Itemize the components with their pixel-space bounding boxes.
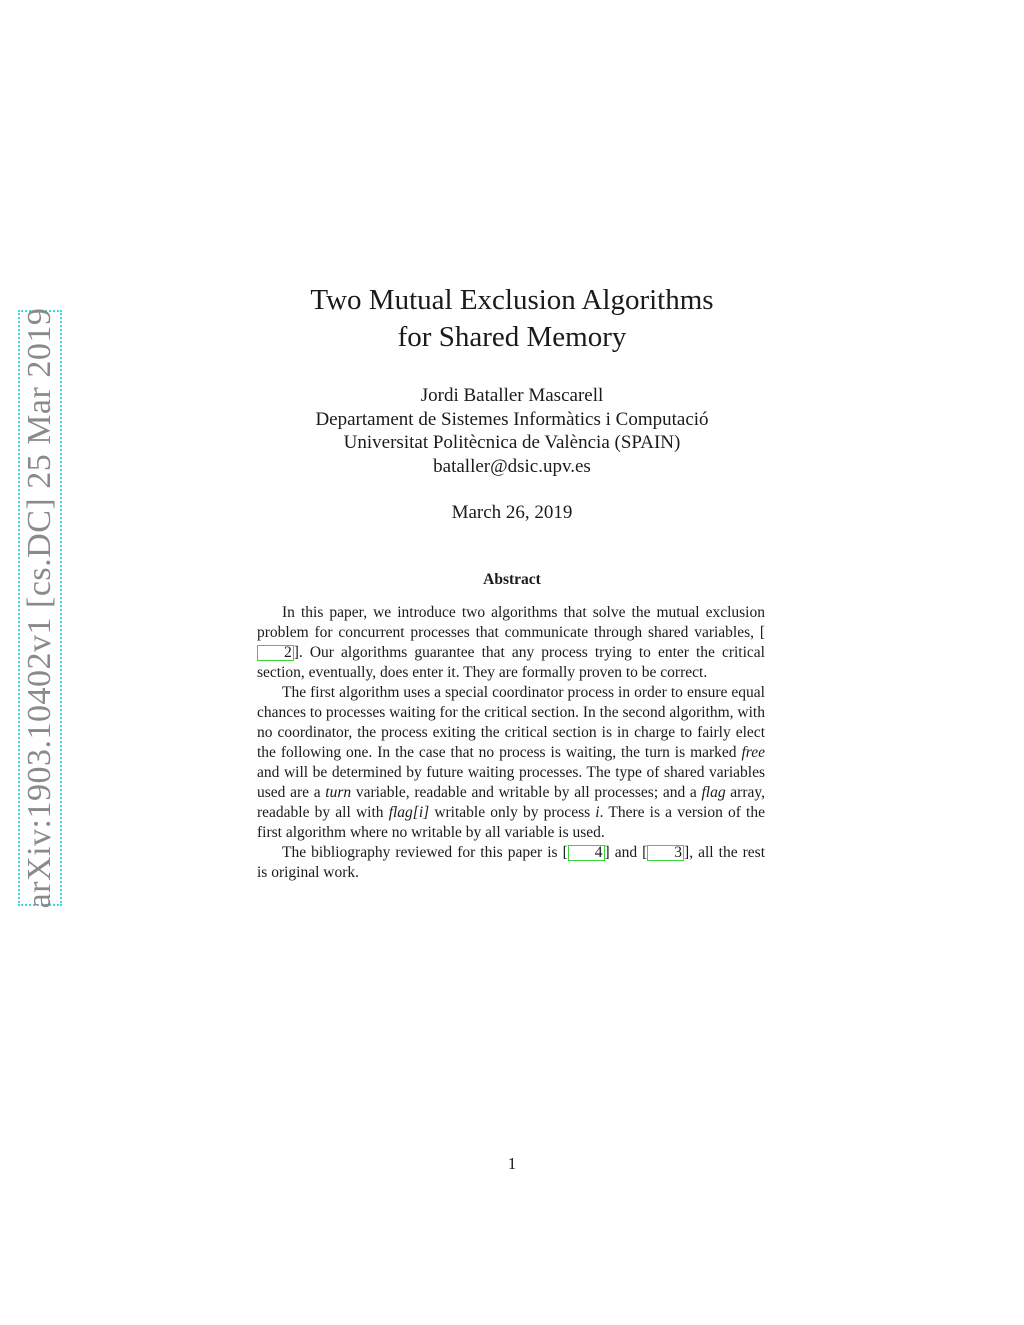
author-name: Jordi Bataller Mascarell <box>420 385 604 406</box>
abstract-heading: Abstract <box>483 571 541 588</box>
citation-link-4[interactable]: 4 <box>568 845 605 861</box>
term-free: free <box>741 744 765 761</box>
title-line-2: for Shared Memory <box>397 321 627 353</box>
abstract-body <box>257 603 765 883</box>
term-i: i <box>595 804 600 821</box>
citation-link-3[interactable]: 3 <box>647 845 684 861</box>
term-turn: turn <box>325 784 352 801</box>
abstract-paragraph-2: The first algorithm uses a special coordinator process in order to ensure equal chances to processes waiting for the critical section. In the second algorithm, with no coordinator, the process exiting the critical section is in charge to fairly elect the following one. In the case that no process is waiting, the turn is marked free and will be determined by future waiting processes. The type of shared variables used are a turn variable, readable and writable by all processes; and a flag array, readable by all with flag[i] writable only by process i. There is a version of the first algorithm where no writable by all variable is used. <box>257 684 765 841</box>
author-department: Departament de Sistemes Informàtics i Computació <box>315 408 709 430</box>
term-flag: flag <box>701 784 726 801</box>
arxiv-identifier[interactable]: arXiv:1903.10402v1 [cs.DC] 25 Mar 2019 <box>21 307 58 909</box>
author-block <box>0 384 1024 478</box>
author-email[interactable]: bataller@dsic.upv.es <box>433 455 591 477</box>
abstract-paragraph-3: The bibliography reviewed for this paper is [ 4 ] and [ 3 ], all the rest is original work. <box>257 844 765 881</box>
term-flag-i: flag[i] <box>388 804 430 821</box>
paper-date: March 26, 2019 <box>451 502 573 523</box>
paper-title <box>0 282 1024 356</box>
author-university: Universitat Politècnica de València (SPAIN) <box>343 432 681 453</box>
citation-link-2[interactable]: 2 <box>257 645 294 661</box>
title-line-1: Two Mutual Exclusion Algorithms <box>310 284 714 316</box>
abstract-paragraph-1: In this paper, we introduce two algorithms that solve the mutual exclusion problem for concurrent processes that communicate through shared variables, [2 ]. Our algorithms guarantee that any process trying to enter the critical section, eventually, does enter it. They are formally proven to be correct. <box>257 604 765 681</box>
page-number: 1 <box>507 1154 517 1173</box>
